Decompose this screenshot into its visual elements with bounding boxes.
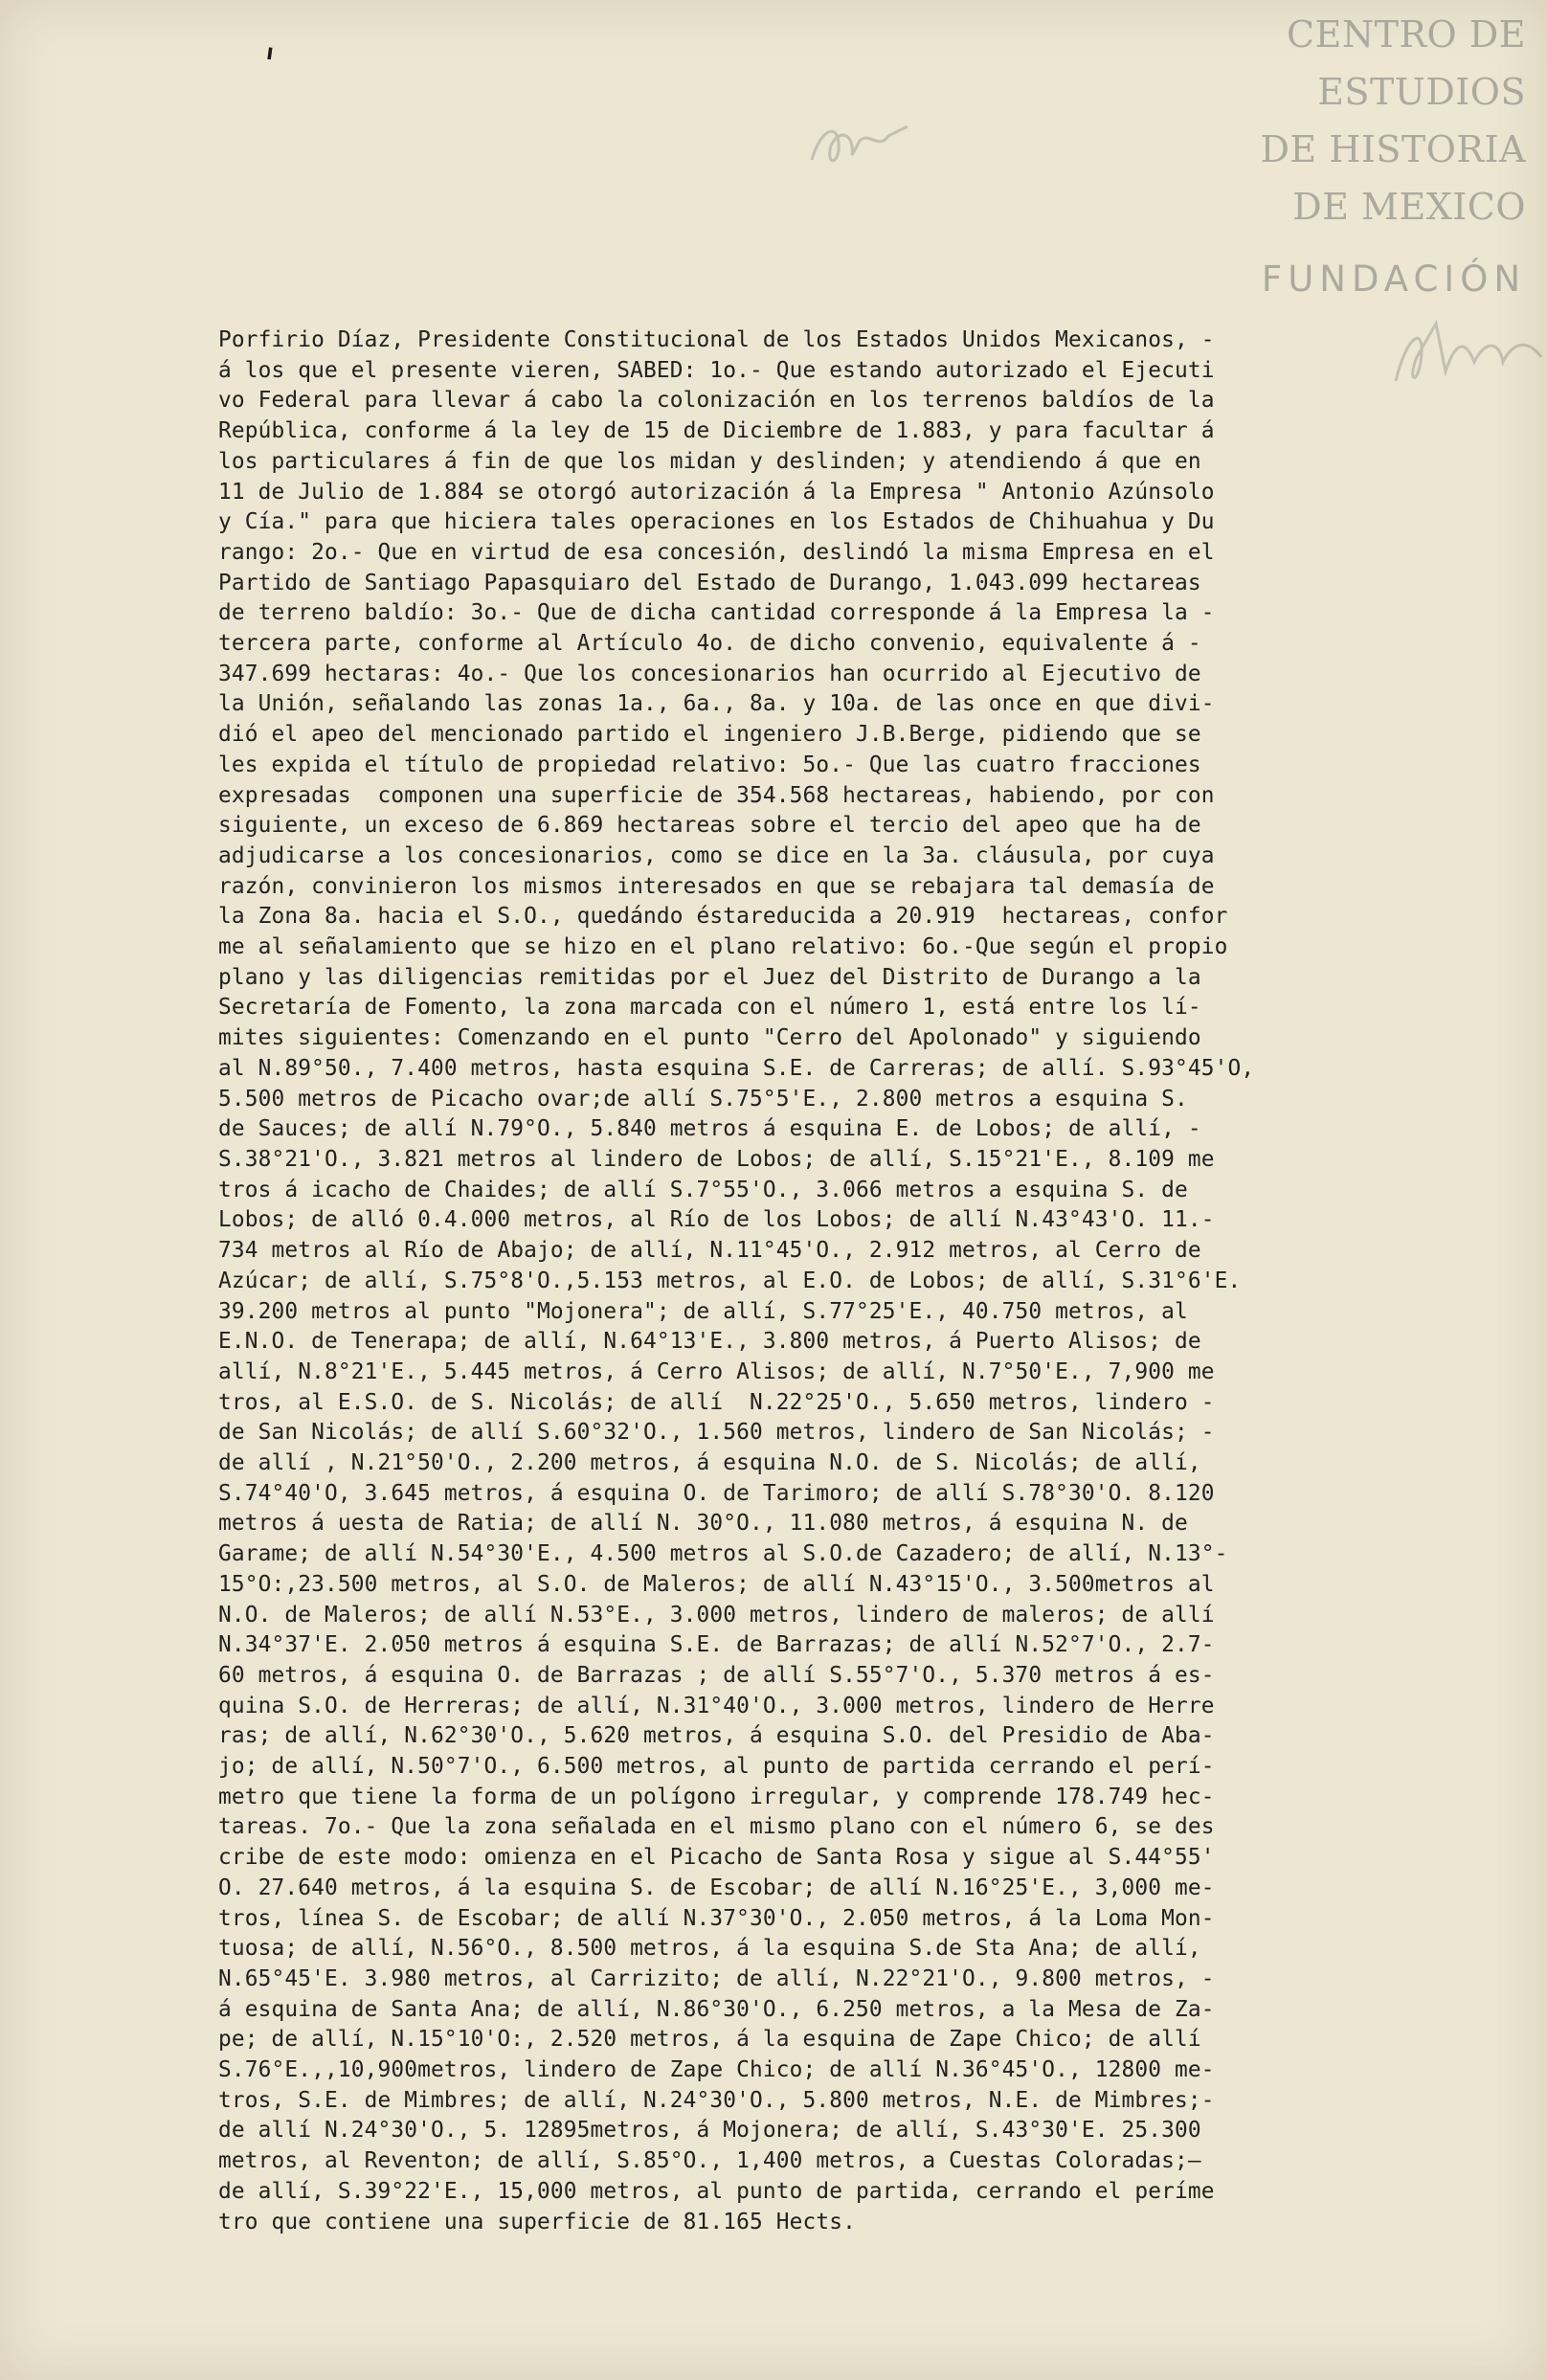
text-line: Garame; de allí N.54°30'E., 4.500 metros al S.O.de Cazadero; de allí, N.13°- [218,1541,1228,1567]
text-line: S.38°21'O., 3.821 metros al lindero de Lobos; de allí, S.15°21'E., 8.109 me [218,1146,1215,1172]
text-line: plano y las diligencias remitidas por el Juez del Distrito de Durango a la [218,964,1201,990]
text-line: 15°O:,23.500 metros, al S.O. de Maleros; de allí N.43°15'O., 3.500metros al [218,1571,1215,1597]
text-line: Secretaría de Fomento, la zona marcada con el número 1, está entre los lí- [218,995,1201,1021]
text-line: jo; de allí, N.50°7'O., 6.500 metros, al punto de partida cerrando el perí- [218,1754,1215,1780]
watermark-line: ESTUDIOS [1317,71,1526,113]
text-line: N.34°37'E. 2.050 metros á esquina S.E. de Barrazas; de allí N.52°7'O., 2.7- [218,1632,1215,1658]
text-line: tro que contiene una superficie de 81.165 Hects. [218,2209,856,2234]
archive-watermark [1210,6,1526,308]
text-line: siguiente, un exceso de 6.869 hectareas sobre el tercio del apeo que ha de [218,813,1201,839]
text-line: de Sauces; de allí N.79°O., 5.840 metros á esquina E. de Lobos; de allí, - [218,1116,1201,1142]
text-line: cribe de este modo: omienza en el Picacho de Santa Rosa y sigue al S.44°55' [218,1845,1215,1871]
text-line: de allí, S.39°22'E., 15,000 metros, al punto de partida, cerrando el períme [218,2178,1215,2204]
text-line: vo Federal para llevar á cabo la colonización en los terrenos baldíos de la [218,388,1215,414]
text-line: la Zona 8a. hacia el S.O., quedándo éstareducida a 20.919 hectareas, confor [218,904,1228,930]
watermark-line: DE HISTORIA [1260,128,1526,170]
text-line: dió el apeo del mencionado partido el ingeniero J.B.Berge, pidiendo que se [218,722,1201,748]
text-line: adjudicarse a los concesionarios, como se dice en la 3a. cláusula, por cuya [218,842,1215,868]
text-line: S.76°E.,,10,900metros, lindero de Zape Chico; de allí N.36°45'O., 12800 me- [218,2057,1215,2083]
text-line: Lobos; de alló 0.4.000 metros, al Río de los Lobos; de allí N.43°43'O. 11.- [218,1207,1215,1233]
text-line: Azúcar; de allí, S.75°8'O.,5.153 metros, al E.O. de Lobos; de allí, S.31°6'E. [218,1268,1242,1293]
text-line: y Cía." para que hiciera tales operaciones en los Estados de Chihuahua y Du [218,509,1215,535]
text-line: de allí , N.21°50'O., 2.200 metros, á esquina N.O. de S. Nicolás; de allí, [218,1450,1201,1476]
text-line: les expida el título de propiedad relativo: 5o.- Que las cuatro fracciones [218,752,1201,777]
text-line: Partido de Santiago Papasquiaro del Estado de Durango, 1.043.099 hectareas [218,570,1201,595]
text-line: los particulares á fin de que los midan y deslinden; y atendiendo á que en [218,448,1201,474]
text-line: 60 metros, á esquina O. de Barrazas ; de allí S.55°7'O., 5.370 metros á es- [218,1662,1215,1688]
text-line: de allí N.24°30'O., 5. 12895metros, á Mojonera; de allí, S.43°30'E. 25.300 [218,2118,1201,2144]
text-line: 39.200 metros al punto "Mojonera"; de allí, S.77°25'E., 40.750 metros, al [218,1298,1188,1324]
text-line: N.65°45'E. 3.980 metros, al Carrizito; de allí, N.22°21'O., 9.800 metros, - [218,1965,1215,1991]
watermark-line: CENTRO DE [1287,13,1526,56]
text-line: 5.500 metros de Picacho ovar;de allí S.75°5'E., 2.800 metros a esquina S. [218,1086,1188,1111]
document-body [218,326,1472,2237]
text-line: tros, línea S. de Escobar; de allí N.37°30'O., 2.050 metros, á la Loma Mon- [218,1905,1215,1931]
text-line: 11 de Julio de 1.884 se otorgó autorización á la Empresa " Antonio Azúnsolo [218,479,1215,505]
text-line: la Unión, señalando las zonas 1a., 6a., 8a. y 10a. de las once en que divi- [218,691,1215,717]
text-line: rango: 2o.- Que en virtud de esa concesión, deslindó la misma Empresa en el [218,539,1215,565]
watermark-line: DE MEXICO [1292,186,1526,228]
text-line: metro que tiene la forma de un polígono irregular, y comprende 178.749 hec- [218,1784,1215,1809]
text-line: razón, convinieron los mismos interesados en que se rebajara tal demasía de [218,873,1215,899]
text-line: tros, al E.S.O. de S. Nicolás; de allí N.22°25'O., 5.650 metros, lindero - [218,1389,1215,1415]
text-line: tros, S.E. de Mimbres; de allí, N.24°30'O., 5.800 metros, N.E. de Mimbres;- [218,2087,1215,2113]
text-line: de terreno baldío: 3o.- Que de dicha cantidad corresponde á la Empresa la - [218,600,1215,626]
text-line: tuosa; de allí, N.56°O., 8.500 metros, á la esquina S.de Sta Ana; de allí, [218,1936,1201,1962]
text-line: República, conforme á la ley de 15 de Diciembre de 1.883, y para facultar á [218,418,1215,444]
text-line: metros á uesta de Ratia; de allí N. 30°O., 11.080 metros, á esquina N. de [218,1511,1188,1537]
text-line: expresadas componen una superficie de 354.568 hectareas, habiendo, por con [218,782,1215,808]
text-line: 347.699 hectaras: 4o.- Que los concesionarios han ocurrido al Ejecutivo de [218,661,1201,686]
text-line: pe; de allí, N.15°10'O:, 2.520 metros, á la esquina de Zape Chico; de allí [218,2027,1201,2053]
text-line: tareas. 7o.- Que la zona señalada en el mismo plano con el número 6, se des [218,1814,1215,1840]
watermark-foundation: FUNDACIÓN [1261,258,1526,300]
text-line: tros á icacho de Chaides; de allí S.7°55'O., 3.066 metros a esquina S. de [218,1177,1188,1202]
text-line: quina S.O. de Herreras; de allí, N.31°40'O., 3.000 metros, lindero de Herre [218,1693,1215,1718]
text-line: me al señalamiento que se hizo en el plano relativo: 6o.-Que según el propio [218,934,1228,960]
text-line: S.74°40'O, 3.645 metros, á esquina O. de Tarimoro; de allí S.78°30'O. 8.120 [218,1480,1215,1506]
text-line: E.N.O. de Tenerapa; de allí, N.64°13'E., 3.800 metros, á Puerto Alisos; de [218,1329,1201,1355]
text-line: allí, N.8°21'E., 5.445 metros, á Cerro Alisos; de allí, N.7°50'E., 7,900 me [218,1358,1215,1384]
text-line: á los que el presente vieren, SABED: 1o.- Que estando autorizado el Ejecuti [218,357,1215,383]
text-line: N.O. de Maleros; de allí N.53°E., 3.000 metros, lindero de maleros; de allí [218,1602,1215,1628]
faint-signature-top [802,107,917,184]
text-line: ras; de allí, N.62°30'O., 5.620 metros, á esquina S.O. del Presidio de Aba- [218,1723,1215,1749]
text-line: al N.89°50., 7.400 metros, hasta esquina S.E. de Carreras; de allí. S.93°45'O, [218,1055,1255,1081]
text-line: mites siguientes: Comenzando en el punto "Cerro del Apolonado" y siguiendo [218,1025,1201,1051]
text-line: tercera parte, conforme al Artículo 4o. de dicho convenio, equivalente á - [218,631,1201,657]
text-line: á esquina de Santa Ana; de allí, N.86°30'O., 6.250 metros, a la Mesa de Za- [218,1996,1215,2022]
corner-mark: ' [258,37,279,91]
text-line: O. 27.640 metros, á la esquina S. de Escobar; de allí N.16°25'E., 3,000 me- [218,1875,1215,1900]
text-line: Porfirio Díaz, Presidente Constitucional de los Estados Unidos Mexicanos, - [218,327,1215,352]
text-line: 734 metros al Río de Abajo; de allí, N.11°45'O., 2.912 metros, al Cerro de [218,1238,1201,1264]
text-line: de San Nicolás; de allí S.60°32'O., 1.560 metros, lindero de San Nicolás; - [218,1420,1215,1446]
text-line: metros, al Reventon; de allí, S.85°O., 1,400 metros, a Cuestas Coloradas;— [218,2148,1201,2174]
